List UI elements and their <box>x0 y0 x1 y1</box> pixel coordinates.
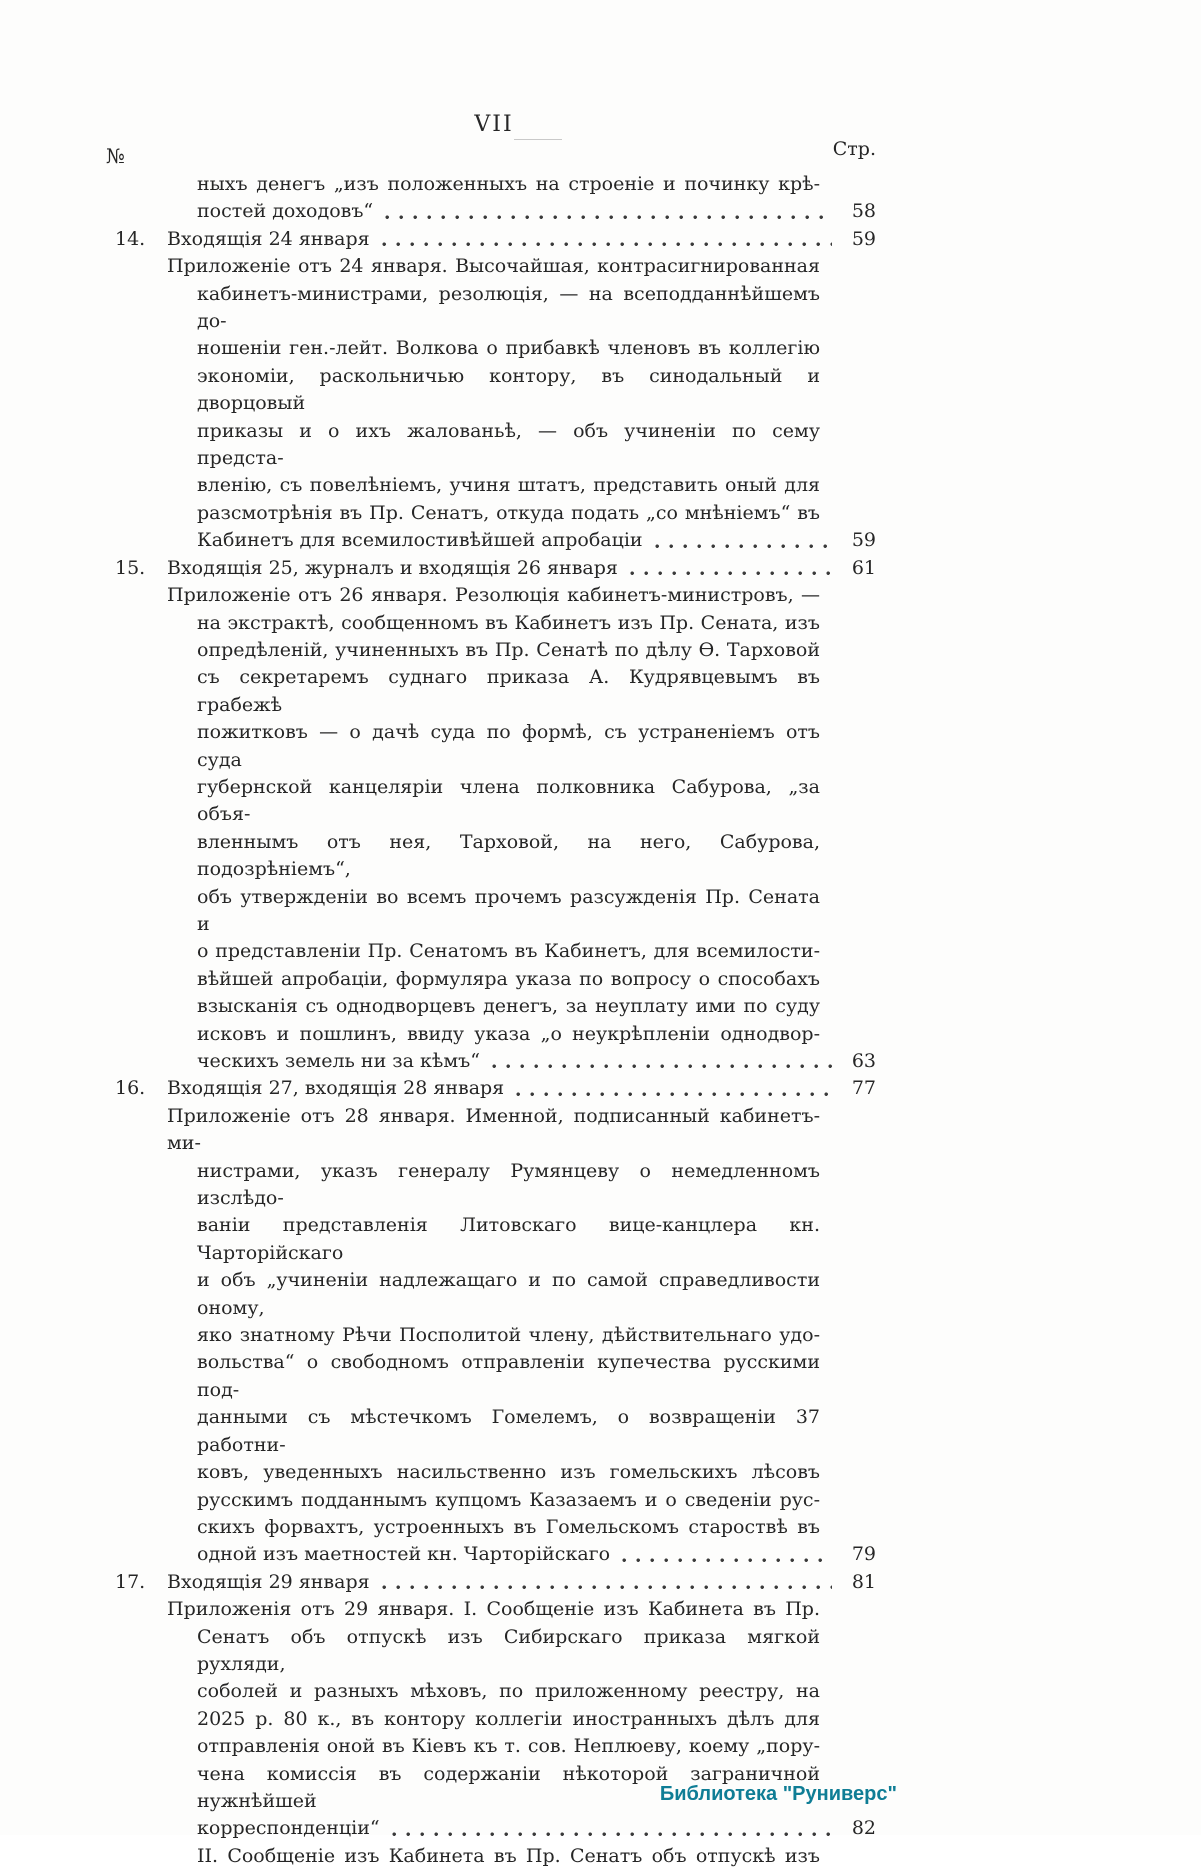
toc-entry <box>112 555 876 582</box>
entry-last-line <box>167 1075 876 1102</box>
entry-last-line <box>197 1815 876 1842</box>
toc-entry <box>112 1843 876 1870</box>
dot-leader <box>630 571 832 576</box>
line-text: Приложенія отъ 29 января. I. Сообщеніе изъ Кабинета въ Пр. <box>167 1598 820 1621</box>
page-roman-numeral: VII <box>474 112 514 137</box>
line-text: Приложеніе отъ 26 января. Резолюція кабинетъ-министровъ, — <box>167 584 820 607</box>
entry-last-line <box>197 198 876 225</box>
entry-number: 14. <box>115 227 146 250</box>
entry-last-line <box>167 226 876 253</box>
line-text: II. Сообщеніе изъ Кабинета въ Пр. Сенатъ объ отпускѣ изъ <box>197 1844 820 1867</box>
line-text: Приложеніе отъ 24 января. Высочайшая, контрасигнированная <box>167 255 820 278</box>
page-number: 82 <box>851 1817 876 1840</box>
line-text: скихъ форвахтъ, устроенныхъ въ Гомельскомъ староствѣ въ <box>197 1515 820 1538</box>
line-text: корреспонденціи“ <box>197 1817 380 1840</box>
entry-last-line <box>197 1048 876 1075</box>
library-watermark: Библиотека "Руниверс" <box>659 1783 897 1805</box>
toc-entry <box>112 1569 876 1596</box>
line-text: кабинетъ-министрами, резолюція, — на всеподданнѣйшемъ до- <box>197 282 820 333</box>
line-text: Входящія 27, входящія 28 января <box>167 1077 505 1100</box>
line-text: ношеніи ген.-лейт. Волкова о прибавкѣ членовъ въ коллегію <box>197 337 820 360</box>
line-text: соболей и разныхъ мѣховъ, по приложенному реестру, на <box>197 1680 820 1703</box>
line-text: губернской канцеляріи члена полковника Сабурова, „за объя- <box>197 775 820 826</box>
entry-last-line <box>197 1541 876 1568</box>
entry-number: 15. <box>115 556 146 579</box>
line-text: нистрами, указъ генералу Румянцеву о немедленномъ изслѣдо- <box>197 1159 820 1210</box>
line-text: взысканія съ однодворцевъ денегъ, за неуплату ими по суду <box>197 995 820 1018</box>
page-number: 77 <box>851 1077 876 1100</box>
page-number: 59 <box>851 529 876 552</box>
line-text: отправленія оной въ Кіевъ къ т. сов. Неплюеву, коему „пору- <box>197 1735 820 1758</box>
line-text: Входящія 25, журналъ и входящія 26 января <box>167 556 618 579</box>
page-number: 63 <box>851 1050 876 1072</box>
toc-entry <box>112 171 876 226</box>
line-text: русскимъ подданнымъ купцомъ Казазаемъ и о сведеніи рус- <box>197 1488 820 1511</box>
page-number: 59 <box>851 227 876 250</box>
entry-number: 16. <box>115 1077 146 1100</box>
page-column-label: Стр. <box>832 138 876 160</box>
line-text: постей доходовъ“ <box>197 200 374 223</box>
page-number: 58 <box>851 200 876 223</box>
entry-last-line <box>167 1569 876 1596</box>
line-text: пожитковъ — о дачѣ суда по формѣ, съ устраненіемъ отъ суда <box>197 721 820 771</box>
dot-leader <box>655 544 832 549</box>
line-text: Приложеніе отъ 28 января. Именной, подписанный кабинетъ-ми- <box>167 1104 820 1155</box>
toc-entry <box>112 226 876 253</box>
dot-leader <box>385 215 832 220</box>
dot-leader <box>492 1064 832 1069</box>
page-number: 61 <box>851 556 876 579</box>
line-text: экономіи, раскольничью контору, въ синодальный и дворцовый <box>197 364 820 415</box>
line-text: и объ „учиненіи надлежащаго и по самой справедливости оному, <box>197 1269 820 1319</box>
line-text: разсмотрѣнія въ Пр. Сенатъ, откуда подать „со мнѣніемъ“ въ <box>197 501 820 524</box>
page-number: 81 <box>851 1570 876 1593</box>
line-text: Кабинетъ для всемилостивѣйшей апробаціи <box>197 529 643 552</box>
line-text: данными съ мѣстечкомъ Гомелемъ, о возвращеніи 37 работни- <box>197 1406 820 1456</box>
line-text: о представленіи Пр. Сенатомъ въ Кабинетъ, для всемилости- <box>197 940 820 963</box>
entry-number: 17. <box>115 1570 146 1593</box>
toc-entry <box>112 1075 876 1102</box>
line-text: 2025 р. 80 к., въ контору коллегіи иностранныхъ дѣлъ для <box>197 1707 820 1730</box>
toc-entry <box>112 582 876 1075</box>
line-text: объ утвержденіи во всемъ прочемъ разсужденія Пр. Сената и <box>197 885 820 935</box>
line-text: Входящія 24 января <box>167 227 370 250</box>
toc-entry <box>112 253 876 554</box>
line-text: вленнымъ отъ нея, Тарховой, на него, Сабурова, подозрѣніемъ“, <box>197 830 820 881</box>
line-text: ныхъ денегъ „изъ положенныхъ на строеніе и починку крѣ- <box>197 173 820 195</box>
toc-entry <box>112 1103 876 1569</box>
dot-leader <box>382 1585 832 1590</box>
line-text: вольства“ о свободномъ отправленіи купечества русскими под- <box>197 1351 820 1401</box>
page-number: 79 <box>851 1543 876 1566</box>
line-text: ческихъ земель ни за кѣмъ“ <box>197 1050 480 1072</box>
number-column-label: № <box>106 144 125 168</box>
line-text: вленію, съ повелѣніемъ, учиня штатъ, представить оный для <box>197 474 820 497</box>
line-text: Сенатъ объ отпускѣ изъ Сибирскаго приказа мягкой рухляди, <box>197 1625 820 1675</box>
dot-leader <box>516 1092 832 1097</box>
line-text: ваніи представленія Литовскаго вице-канцлера кн. Чарторійскаго <box>197 1214 820 1264</box>
line-text: яко знатному Рѣчи Посполитой члену, дѣйствительнаго удо- <box>197 1324 820 1347</box>
line-text: вѣйшей апробаціи, формуляра указа по вопросу о способахъ <box>197 967 820 990</box>
entry-last-line <box>167 555 876 582</box>
line-text: одной изъ маетностей кн. Чарторійскаго <box>197 1543 611 1566</box>
entry-last-line <box>197 527 876 554</box>
line-text: чена комиссія въ содержаніи нѣкоторой заграничной нужнѣйшей <box>197 1762 820 1812</box>
line-text: съ секретаремъ суднаго приказа А. Кудрявцевымъ въ грабежѣ <box>197 666 820 716</box>
line-text: исковъ и пошлинъ, ввиду указа „о неукрѣпленіи однодвор- <box>197 1022 820 1045</box>
line-text: приказы и о ихъ жалованьѣ, — объ учиненіи по сему предста- <box>197 419 820 470</box>
line-text: опредѣленій, учиненныхъ въ Пр. Сенатѣ по дѣлу Ѳ. Тарховой <box>197 638 820 661</box>
line-text: ковъ, уведенныхъ насильственно изъ гомельскихъ лѣсовъ <box>197 1461 820 1484</box>
dot-leader <box>622 1558 832 1563</box>
dot-leader <box>392 1832 832 1837</box>
dot-leader <box>382 242 832 247</box>
toc <box>112 171 876 1870</box>
scan-artifact-line <box>514 139 562 140</box>
line-text: Входящія 29 января <box>167 1570 370 1593</box>
line-text: на экстрактѣ, сообщенномъ въ Кабинетъ изъ Пр. Сената, изъ <box>197 611 820 634</box>
